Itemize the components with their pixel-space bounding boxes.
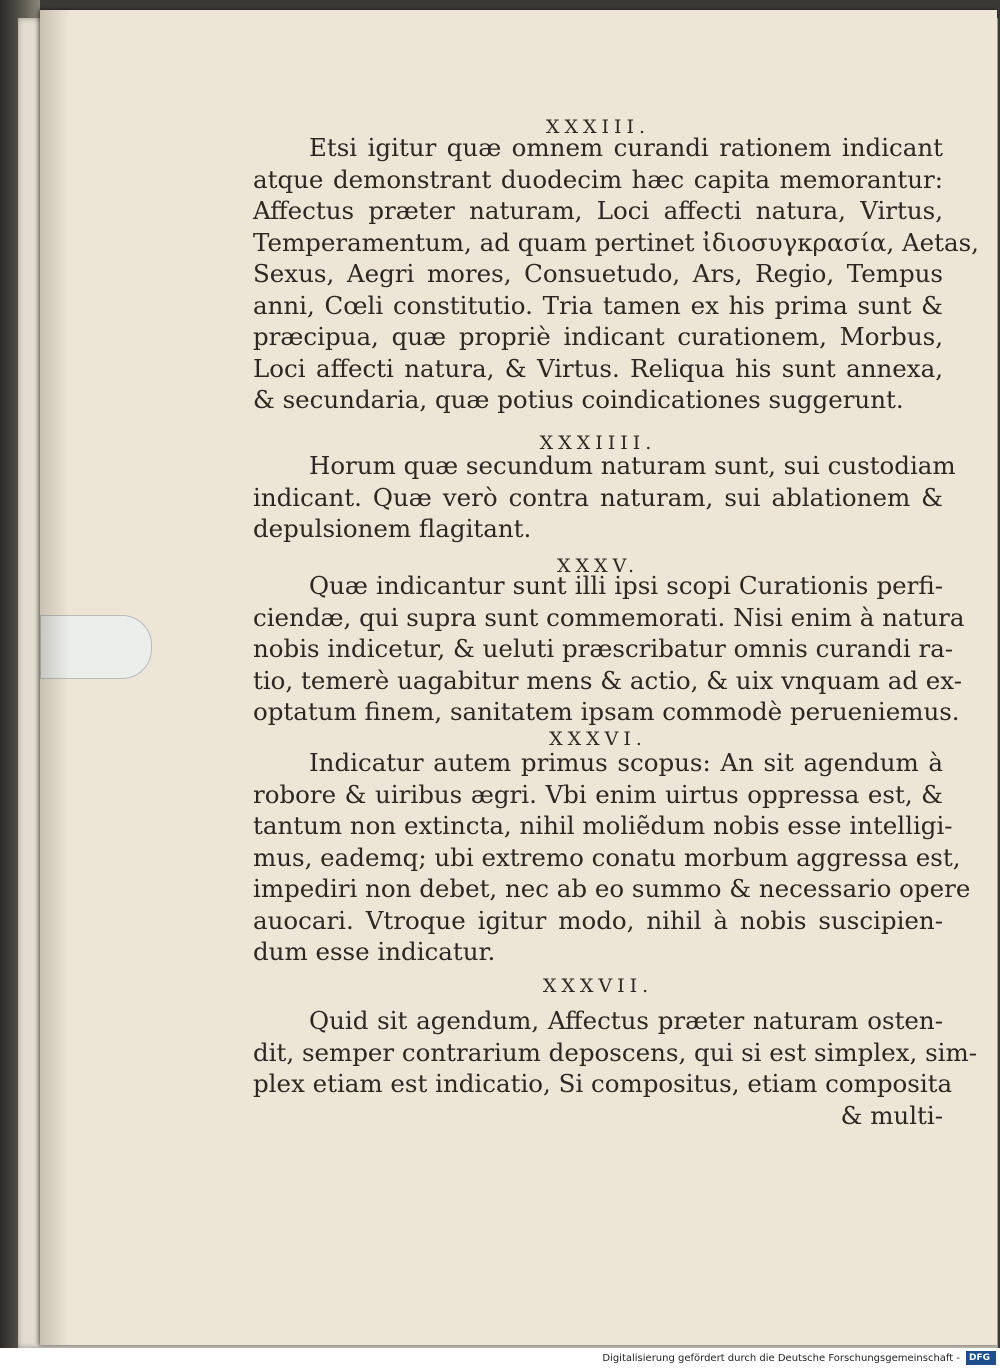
- section-text: [253, 450, 956, 545]
- text-line: auocari. Vtroque igitur modo, nihil à nobis suscipien-: [253, 905, 943, 935]
- section-text: [253, 747, 971, 968]
- text-line: indicant. Quæ verò contra naturam, sui ablationem &: [253, 482, 943, 512]
- text-line: Temperamentum, ad quam pertinet ἰδιοσυγκρασία, Aetas,: [253, 227, 979, 257]
- section-heading: XXXV.: [556, 555, 640, 577]
- text-line: anni, Cœli constitutio. Tria tamen ex his prima sunt &: [253, 290, 943, 320]
- text-line: tantum non extincta, nihil moliẽdum nobis esse intelligi-: [253, 811, 953, 840]
- section-heading: XXXVII.: [542, 975, 654, 997]
- footer-credit-text: Digitalisierung gefördert durch die Deutsche Forschungsgemeinschaft -: [602, 1353, 960, 1364]
- text-line: dum esse indicatur.: [253, 937, 496, 966]
- section-text: [253, 132, 979, 416]
- text-line: plex etiam est indicatio, Si compositus, etiam composita: [253, 1069, 953, 1098]
- section-heading: XXXVI.: [549, 728, 647, 750]
- text-line: mus, eademq; ubi extremo conatu morbum aggressa est,: [253, 842, 961, 872]
- section-text: [253, 570, 965, 728]
- section-heading: XXXIIII.: [539, 432, 657, 454]
- section-text: [253, 1005, 977, 1100]
- catchword-block: [253, 1100, 943, 1132]
- text-line: Quid sit agendum, Affectus præter naturam osten-: [309, 1006, 943, 1035]
- text-line: Indicatur autem primus scopus: An sit agendum à: [309, 748, 943, 777]
- text-line: depulsionem flagitant.: [253, 514, 532, 543]
- text-line: & secundaria, quæ potius coindicationes suggerunt.: [253, 385, 904, 414]
- text-line: Sexus, Aegri mores, Consuetudo, Ars, Regio, Tempus: [253, 259, 943, 288]
- text-line: Loci affecti natura, & Virtus. Reliqua his sunt annexa,: [253, 353, 943, 383]
- text-line: tio, temerè uagabitur mens & actio, & uix vnquam ad ex-: [253, 665, 962, 695]
- text-line: robore & uiribus ægri. Vbi enim uirtus oppressa est, &: [253, 779, 943, 809]
- text-line: Etsi igitur quæ omnem curandi rationem indicant: [309, 133, 943, 162]
- book-page: [40, 10, 997, 1345]
- text-line: nobis indicetur, & ueluti præscribatur omnis curandi ra-: [253, 634, 954, 663]
- text-line: dit, semper contrarium deposcens, qui si est simplex, sim-: [253, 1037, 977, 1067]
- catchword: & multi-: [840, 1101, 943, 1130]
- text-line: Horum quæ secundum naturam sunt, sui custodiam: [309, 451, 956, 480]
- text-line: optatum finem, sanitatem ipsam commodè perueniemus.: [253, 697, 960, 726]
- section-heading: XXXIII.: [545, 116, 651, 138]
- dfg-logo-icon: DFG: [966, 1351, 996, 1365]
- text-line: impediri non debet, nec ab eo summo & necessario opere: [253, 874, 971, 903]
- page-clip-tab: [40, 615, 152, 679]
- text-line: Affectus præter naturam, Loci affecti natura, Virtus,: [253, 196, 943, 225]
- text-line: atque demonstrant duodecim hæc capita memorantur:: [253, 164, 943, 194]
- digitization-footer: [0, 1348, 1000, 1370]
- text-line: ciendæ, qui supra sunt commemorati. Nisi enim à natura: [253, 602, 965, 632]
- text-line: Quæ indicantur sunt illi ipsi scopi Curationis perfi-: [309, 571, 943, 600]
- text-line: præcipua, quæ propriè indicant curationem, Morbus,: [253, 322, 943, 351]
